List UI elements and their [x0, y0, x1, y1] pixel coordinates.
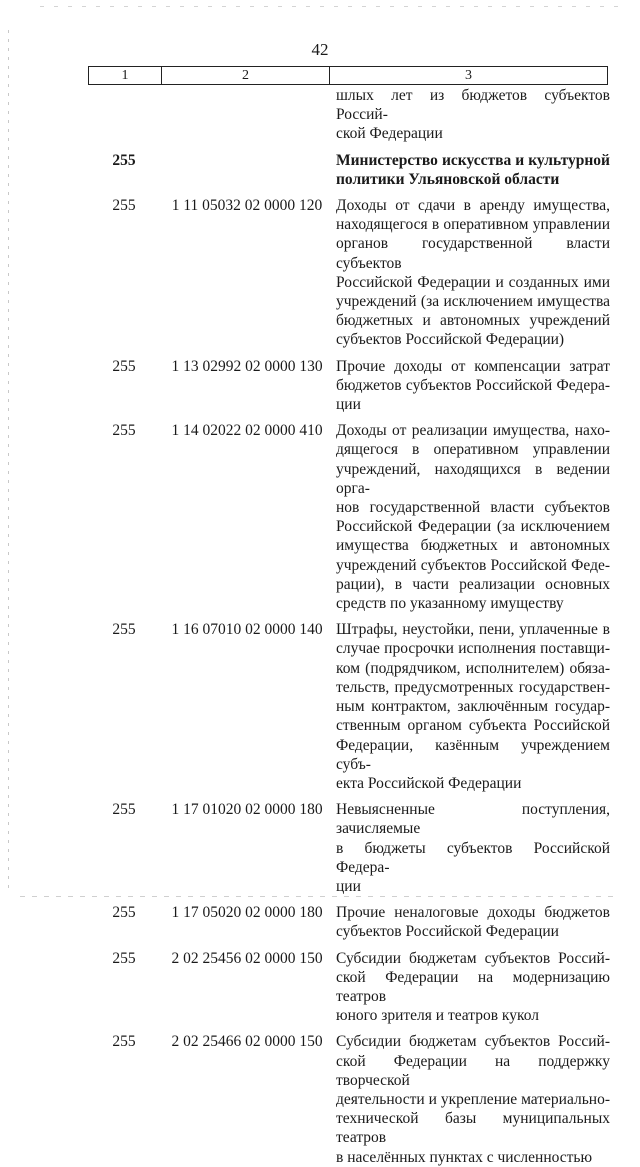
scan-edge-left — [8, 30, 9, 890]
description-line: екта Российской Федерации — [336, 774, 522, 792]
income-code-cell: 1 11 05032 02 0000 120 — [171, 197, 323, 215]
income-code-cell: 1 13 02992 02 0000 130 — [171, 357, 323, 375]
header-col-2: 2 — [162, 67, 330, 84]
description-line: ком (подрядчиком, исполнителем) обяза- — [336, 659, 610, 677]
description-line: дящегося в оперативном управлении — [336, 441, 610, 459]
description-line: Федерации, казённым учреждением субъ- — [336, 736, 610, 773]
table-row — [88, 949, 610, 1026]
description-cell — [328, 86, 610, 144]
table-row — [88, 151, 610, 189]
description-line: Министерство искусства и культурной — [336, 151, 610, 169]
admin-code-cell: 255 — [112, 151, 136, 169]
admin-code-cell: 255 — [112, 949, 136, 967]
row-gap — [88, 189, 610, 196]
table-row — [88, 421, 610, 613]
description-line: Субсидии бюджетам субъектов Россий- — [336, 1033, 610, 1051]
income-code-cell: 1 17 05020 02 0000 180 — [171, 904, 323, 922]
description-line: технической базы муниципальных театров — [336, 1110, 610, 1147]
row-gap — [88, 896, 610, 903]
admin-code-cell: 255 — [112, 801, 136, 819]
description-line: органов государственной власти субъектов — [336, 235, 610, 272]
row-gap — [88, 350, 610, 357]
row-gap — [88, 942, 610, 949]
description-line: Прочие неналоговые доходы бюджетов — [336, 904, 610, 922]
description-line: нов государственной власти субъектов — [336, 499, 610, 517]
page-number: 42 — [311, 40, 329, 59]
row-gap — [88, 793, 610, 800]
table-row — [88, 86, 610, 144]
admin-code-cell: 255 — [112, 621, 136, 639]
description-line: имущества бюджетных и автономных — [336, 537, 610, 555]
description-line: находящегося в оперативном управлении — [336, 216, 610, 234]
description-cell — [328, 903, 610, 941]
table-row — [88, 620, 610, 793]
description-cell — [328, 151, 610, 189]
description-line: ственным органом субъекта Российской — [336, 717, 610, 735]
admin-code-cell: 255 — [112, 1033, 136, 1051]
admin-code-cell: 255 — [112, 197, 136, 215]
income-code-cell: 1 16 07010 02 0000 140 — [171, 621, 323, 639]
description-line: Российской Федерации (за исключением — [336, 518, 610, 536]
description-line: в населённых пунктах с численностью — [336, 1148, 593, 1166]
description-line: бюджетов субъектов Российской Федера- — [336, 376, 610, 394]
table-body — [88, 86, 610, 1167]
description-line: Штрафы, неустойки, пени, уплаченные в — [336, 621, 610, 639]
description-line: ской Федерации — [336, 125, 443, 143]
description-line: Доходы от реализации имущества, нахо- — [336, 422, 610, 440]
description-line: субъектов Российской Федерации) — [336, 331, 565, 349]
income-code-cell: 2 02 25466 02 0000 150 — [171, 1033, 323, 1051]
description-line: ным контрактом, заключённым государ- — [336, 698, 610, 716]
description-cell — [328, 949, 610, 1026]
description-cell — [328, 421, 610, 613]
description-line: юного зрителя и театров кукол — [336, 1007, 540, 1025]
admin-code-cell: 255 — [112, 904, 136, 922]
income-code-cell: 1 14 02022 02 0000 410 — [171, 422, 323, 440]
table-row — [88, 800, 610, 896]
admin-code-cell: 255 — [112, 357, 136, 375]
description-cell — [328, 1032, 610, 1166]
description-line: учреждений субъектов Российской Феде- — [336, 556, 610, 574]
description-line: ции — [336, 877, 361, 895]
table-row — [88, 903, 610, 941]
description-line: средств по указанному имуществу — [336, 595, 564, 613]
scan-edge-top — [40, 6, 620, 7]
description-line: в бюджеты субъектов Российской Федера- — [336, 839, 610, 876]
row-gap — [88, 1025, 610, 1032]
description-line: учреждений (за исключением имущества — [336, 293, 610, 311]
description-cell — [328, 196, 610, 350]
description-line: Российской Федерации и созданных ими — [336, 273, 610, 291]
income-code-cell — [160, 86, 328, 144]
description-line: Невыясненные поступления, зачисляемые — [336, 801, 610, 838]
admin-code-cell: 255 — [112, 422, 136, 440]
header-col-3: 3 — [465, 67, 472, 83]
description-cell — [328, 620, 610, 793]
description-cell — [328, 357, 610, 415]
table-row — [88, 1032, 610, 1166]
description-line: Доходы от сдачи в аренду имущества, — [336, 197, 610, 215]
description-line: деятельности и укрепление материально- — [336, 1090, 610, 1108]
description-line: ской Федерации на поддержку творческой — [336, 1052, 610, 1089]
income-code-cell: 2 02 25456 02 0000 150 — [171, 949, 323, 967]
description-line: случае просрочки исполнения поставщи- — [336, 640, 610, 658]
income-code-cell — [160, 151, 328, 189]
description-line: ской Федерации на модернизацию театров — [336, 968, 610, 1005]
table-header — [88, 66, 608, 85]
description-line: ции — [336, 396, 361, 414]
description-line: рации), в части реализации основных — [336, 575, 610, 593]
description-line: учреждений, находящихся в ведении орга- — [336, 460, 610, 497]
description-line: Субсидии бюджетам субъектов Россий- — [336, 949, 610, 967]
description-line: бюджетных и автономных учреждений — [336, 312, 610, 330]
description-line: субъектов Российской Федерации — [336, 923, 559, 941]
table-row — [88, 196, 610, 350]
description-cell — [328, 800, 610, 896]
table-row — [88, 357, 610, 415]
admin-code-cell — [88, 86, 160, 144]
header-col-1: 1 — [89, 67, 162, 84]
row-gap — [88, 414, 610, 421]
description-line: шлых лет из бюджетов субъектов Россий- — [336, 87, 610, 124]
income-code-cell: 1 17 01020 02 0000 180 — [171, 801, 323, 819]
description-line: политики Ульяновской области — [336, 170, 560, 188]
row-gap — [88, 144, 610, 151]
description-line: Прочие доходы от компенсации затрат — [336, 357, 610, 375]
description-line: тельств, предусмотренных государствен- — [336, 678, 610, 696]
row-gap — [88, 613, 610, 620]
